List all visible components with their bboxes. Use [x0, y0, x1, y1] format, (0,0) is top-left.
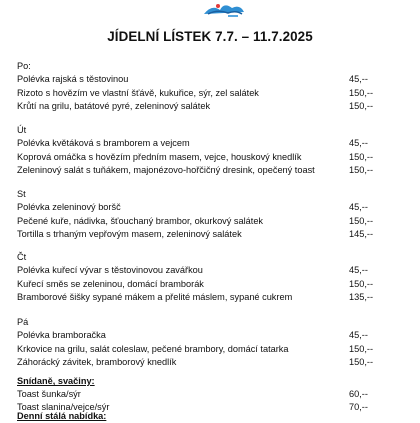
- menu-item-name: Kuřecí směs se zeleninou, domácí bramborák: [17, 278, 204, 289]
- menu-item-price: 145,--: [349, 229, 374, 239]
- menu-item-price: 150,--: [349, 357, 374, 367]
- menu-item-name: Toast slanina/vejce/sýr: [17, 402, 110, 412]
- menu-item: [17, 201, 420, 214]
- menu-item-name: Polévka rajská s těstovinou: [17, 74, 129, 84]
- menu-item-price: 150,--: [349, 101, 374, 111]
- menu-item: [17, 164, 420, 177]
- menu-item-name: Krůtí na grilu, batátové pyré, zeleninový salátek: [17, 101, 211, 111]
- day-label: St: [17, 189, 26, 199]
- menu-item-price: 45,--: [349, 74, 368, 84]
- menu-item-name: Koprová omáčka s hovězím předním masem, vejce, houskový knedlík: [17, 151, 302, 162]
- menu-item: [17, 291, 420, 304]
- menu-item: [17, 137, 420, 150]
- menu-item-price: 135,--: [349, 292, 374, 302]
- day-label: Po:: [17, 61, 31, 71]
- menu-item: [17, 329, 420, 342]
- breakfast-heading: Snídaně, svačiny:: [17, 376, 95, 386]
- menu-item: [17, 151, 420, 164]
- page-title: JÍDELNÍ LÍSTEK 7.7. – 11.7.2025: [107, 29, 313, 44]
- menu-item-name: Polévka zeleninový boršč: [17, 202, 121, 212]
- menu-item-price: 150,--: [349, 151, 374, 162]
- menu-item-name: Toast šunka/sýr: [17, 389, 81, 399]
- menu-item-name: Rizoto s hovězím ve vlastní šťávě, kukuřice, sýr, zel salátek: [17, 87, 259, 98]
- menu-item-price: 45,--: [349, 330, 368, 340]
- menu-item-price: 45,--: [349, 265, 368, 275]
- menu-item-name: Polévka květáková s bramborem a vejcem: [17, 138, 190, 148]
- menu-item: [17, 264, 420, 277]
- menu-item-price: 150,--: [349, 215, 374, 226]
- menu-item-price: 150,--: [349, 343, 374, 354]
- menu-item: [17, 100, 420, 113]
- restaurant-logo: [198, 0, 250, 20]
- menu-item: [17, 388, 420, 401]
- day-label: Út: [17, 125, 27, 135]
- menu-item-name: Pečené kuře, nádivka, šťouchaný brambor, okurkový salátek: [17, 215, 264, 226]
- menu-item: [17, 228, 420, 241]
- day-label: Pá: [17, 317, 29, 327]
- menu-item-price: 150,--: [349, 87, 374, 98]
- menu-item: [17, 73, 420, 86]
- menu-item-price: 60,--: [349, 389, 368, 399]
- menu-item-name: Tortilla s trhaným vepřovým masem, zeleninový salátek: [17, 229, 242, 239]
- menu-item-price: 70,--: [349, 402, 368, 412]
- menu-item-price: 150,--: [349, 278, 374, 289]
- menu-item: [17, 278, 420, 291]
- daily-offer-heading: Denní stálá nabídka:: [17, 411, 107, 421]
- menu-item-name: Záhorácký závitek, bramborový knedlík: [17, 357, 177, 367]
- menu-item-name: Polévka kuřecí vývar s těstovinovou zavářkou: [17, 265, 203, 275]
- menu-item: [17, 343, 420, 356]
- menu-item-name: Polévka bramboračka: [17, 330, 106, 340]
- menu-item-price: 150,--: [349, 165, 374, 175]
- menu-item-name: Zeleninový salát s tuňákem, majonézovo-hořčičný dresink, opečený toast: [17, 165, 315, 175]
- day-label: Čt: [17, 252, 27, 262]
- menu-item: [17, 356, 420, 369]
- menu-item: [17, 215, 420, 228]
- menu-item-name: Bramborové šišky sypané mákem a přelité máslem, sypané cukrem: [17, 292, 293, 302]
- menu-item-price: 45,--: [349, 138, 368, 148]
- menu-item-price: 45,--: [349, 202, 368, 212]
- menu-item: [17, 87, 420, 100]
- menu-item-name: Krkovice na grilu, salát coleslaw, pečené brambory, domácí tatarka: [17, 343, 289, 354]
